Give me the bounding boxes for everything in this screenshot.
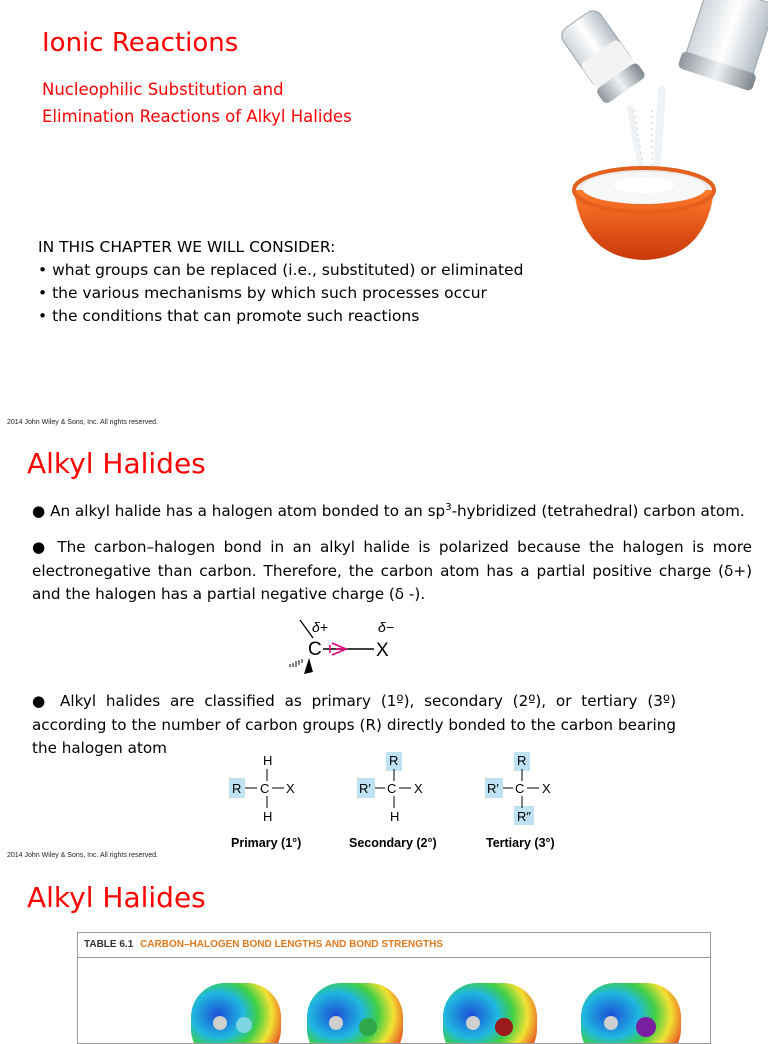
- delta-minus-label: δ−: [378, 619, 394, 635]
- svg-text:X: X: [542, 781, 551, 796]
- svg-text:R′: R′: [487, 781, 499, 796]
- classification-structures: [215, 746, 585, 856]
- salt-shakers-bowl-illustration: [552, 0, 768, 262]
- table-header: [84, 939, 443, 950]
- slide-title: Ionic Reactions: [42, 28, 239, 58]
- paragraph-polarized-bond: ● The carbon–halogen bond in an alkyl halide is polarized because the halogen is more electronegative than carbon. Therefore, the carbon atom has a partial positive charge (δ+) and the halogen has a partial negative charge (δ -).: [32, 538, 752, 603]
- table-label: TABLE 6.1: [84, 939, 134, 950]
- tertiary-structure: [485, 752, 551, 825]
- chapter-bullet: • what groups can be replaced (i.e., substituted) or eliminated: [38, 261, 524, 279]
- paragraph-sp3-text: ● An alkyl halide has a halogen atom bonded to an sp: [32, 502, 446, 521]
- map-c-br: [443, 983, 537, 1043]
- table-divider: [78, 957, 710, 958]
- paragraph-sp3: [32, 496, 758, 524]
- bond-table: [77, 932, 711, 1044]
- svg-text:R: R: [517, 753, 527, 768]
- map-c-f: [191, 983, 281, 1043]
- caption-primary: Primary (1°): [231, 836, 302, 850]
- slide-title: Alkyl Halides: [27, 881, 206, 914]
- svg-text:H: H: [263, 753, 273, 768]
- svg-text:R′: R′: [359, 781, 371, 796]
- slide-ionic-reactions: [0, 0, 768, 430]
- copyright-notice: 2014 John Wiley & Sons, Inc. All rights reserved.: [7, 852, 158, 859]
- svg-text:C: C: [260, 781, 270, 796]
- svg-text:R: R: [232, 781, 242, 796]
- halogen-atom: X: [376, 640, 389, 661]
- superscript-3: 3: [445, 502, 452, 513]
- svg-text:C: C: [387, 781, 397, 796]
- map-c-i: [581, 983, 681, 1043]
- caption-secondary: Secondary (2°): [349, 836, 437, 850]
- chapter-intro: IN THIS CHAPTER WE WILL CONSIDER:: [38, 238, 336, 256]
- slide-subtitle-line-1: Nucleophilic Substitution and: [42, 80, 284, 99]
- carbon-atom: C: [308, 639, 322, 660]
- slide-subtitle-line-2: Elimination Reactions of Alkyl Halides: [42, 107, 352, 126]
- svg-text:H: H: [390, 809, 400, 824]
- map-c-cl: [307, 983, 403, 1043]
- copyright-notice: 2014 John Wiley & Sons, Inc. All rights reserved.: [7, 419, 158, 426]
- secondary-structure: [357, 752, 423, 824]
- primary-structure: [229, 753, 295, 824]
- chapter-bullet: • the various mechanisms by which such processes occur: [38, 284, 487, 302]
- svg-text:H: H: [263, 809, 273, 824]
- chapter-bullet: • the conditions that can promote such reactions: [38, 307, 420, 325]
- bond-dipole-diagram: [280, 616, 410, 676]
- paragraph-sp3-text-end: -hybridized (tetrahedral) carbon atom.: [451, 502, 745, 521]
- svg-text:C: C: [515, 781, 525, 796]
- electrostatic-potential-maps: [78, 963, 710, 1043]
- slide-alkyl-halides: [0, 432, 768, 864]
- table-title: CARBON–HALOGEN BOND LENGTHS AND BOND STRENGTHS: [140, 939, 444, 950]
- slide-alkyl-halides-table: [0, 866, 768, 1024]
- caption-tertiary: Tertiary (3°): [486, 836, 555, 850]
- svg-text:R: R: [389, 753, 399, 768]
- delta-plus-label: δ+: [312, 619, 328, 635]
- paragraph-classification: ● Alkyl halides are classified as primary (1º), secondary (2º), or tertiary (3º) according to the number of carbon groups (R) directly bonded to the carbon bearing the halogen atom: [32, 692, 676, 757]
- svg-text:X: X: [286, 781, 295, 796]
- svg-text:R″: R″: [517, 809, 531, 824]
- slide-title: Alkyl Halides: [27, 447, 206, 480]
- svg-text:X: X: [414, 781, 423, 796]
